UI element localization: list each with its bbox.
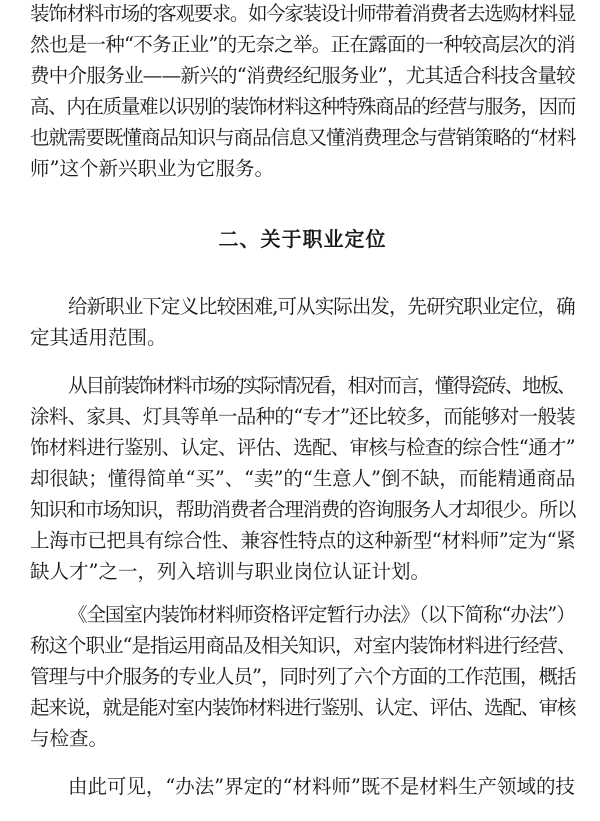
document-page <box>30 0 575 821</box>
text-line: 由此可见，“办法”界定的“材料师”既不是材料生产领域的技 <box>68 775 575 798</box>
text-line: 装饰材料市场的客观要求。如今家装设计师带着消费者去选购材料显 <box>30 2 576 25</box>
text-line: 起来说，就是能对室内装饰材料进行鉴别、认定、评估、选配、审核 <box>30 696 576 719</box>
text-line: 《全国室内装饰材料师资格评定暂行办法》（以下简称“办法”） <box>68 603 575 626</box>
text-line: 费中介服务业——新兴的“消费经纪服务业”，尤其适合科技含量较 <box>30 64 575 87</box>
text-line: 然也是一种“不务正业”的无奈之举。正在露面的一种较高层次的消 <box>30 33 575 56</box>
text-line: 涂料、家具、灯具等单一品种的“专才”还比较多，而能够对一般装 <box>30 405 575 428</box>
text-line: 从目前装饰材料市场的实际情况看，相对而言，懂得瓷砖、地板、 <box>68 374 575 397</box>
text-line: 与检查。 <box>30 727 109 750</box>
text-line: 定其适用范围。 <box>30 326 167 349</box>
text-line: 饰材料进行鉴别、认定、评估、选配、审核与检查的综合性“通才” <box>30 436 575 459</box>
text-line: 师”这个新兴职业为它服务。 <box>30 157 274 180</box>
text-line: 给新职业下定义比较困难,可从实际出发，先研究职业定位，确 <box>68 295 575 318</box>
text-line: 上海市已把具有综合性、兼容性特点的这种新型“材料师”定为“紧 <box>30 529 576 552</box>
text-line: 却很缺；懂得简单“买”、“卖”的“生意人”倒不缺，而能精通商品 <box>30 467 576 490</box>
text-line: 知识和市场知识，帮助消费者合理消费的咨询服务人才却很少。所以 <box>30 498 576 521</box>
text-line: 也就需要既懂商品知识与商品信息又懂消费理念与营销策略的“材料 <box>30 126 576 149</box>
section-heading: 二、关于职业定位 <box>218 227 387 251</box>
text-line: 缺人才”之一，列入培训与职业岗位认证计划。 <box>30 560 430 583</box>
text-line: 称这个职业“是指运用商品及相关知识，对室内装饰材料进行经营、 <box>30 634 576 657</box>
text-line: 高、内在质量难以识别的装饰材料这种特殊商品的经营与服务，因而 <box>30 95 576 118</box>
text-line: 管理与中介服务的专业人员”，同时列了六个方面的工作范围，概括 <box>30 665 576 688</box>
